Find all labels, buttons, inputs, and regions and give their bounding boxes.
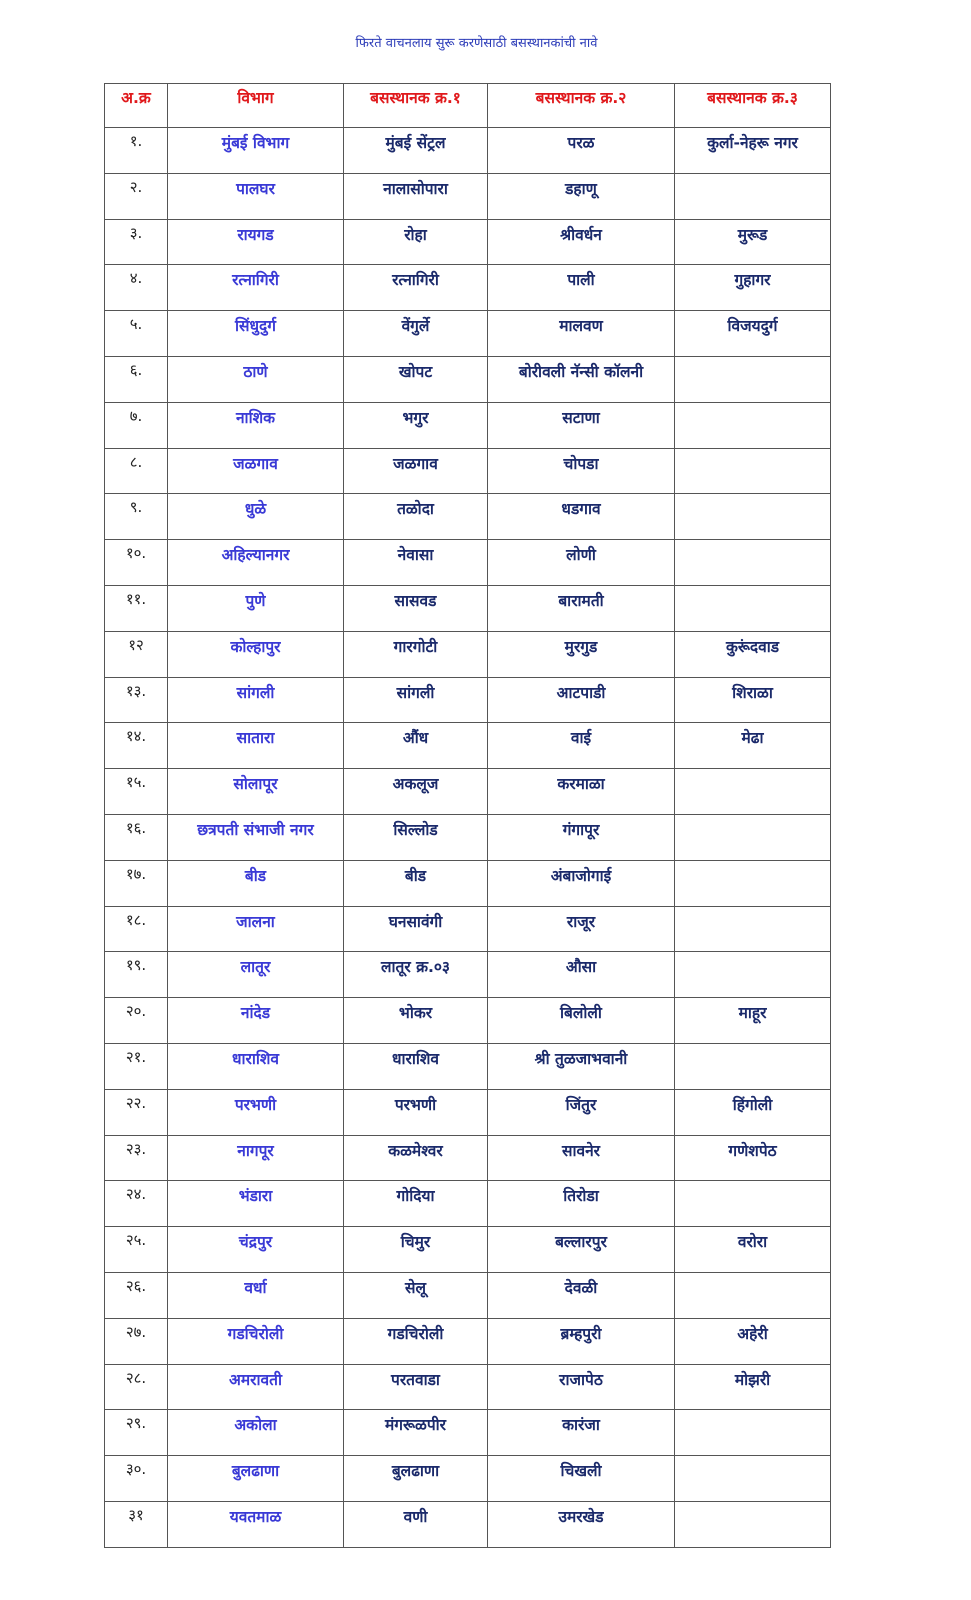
serial-no-cell: १६. xyxy=(105,814,168,860)
bus-station-3-cell xyxy=(675,952,831,998)
serial-no-cell: १५. xyxy=(105,769,168,815)
division-cell: नाशिक xyxy=(168,402,344,448)
table-row xyxy=(105,1227,831,1273)
bus-station-1-cell: जळगाव xyxy=(344,448,488,494)
bus-station-1-cell: रत्नागिरी xyxy=(344,265,488,311)
serial-no-cell: १२ xyxy=(105,631,168,677)
bus-station-1-cell: अकलूज xyxy=(344,769,488,815)
bus-station-2-cell: श्रीवर्धन xyxy=(488,219,675,265)
bus-station-1-cell: रोहा xyxy=(344,219,488,265)
division-cell: पुणे xyxy=(168,585,344,631)
bus-station-1-cell: गोदिया xyxy=(344,1181,488,1227)
bus-station-2-cell: जिंतुर xyxy=(488,1089,675,1135)
bus-station-3-cell: माहूर xyxy=(675,998,831,1044)
division-cell: परभणी xyxy=(168,1089,344,1135)
bus-station-3-cell: मोझरी xyxy=(675,1364,831,1410)
table-row xyxy=(105,402,831,448)
serial-no-cell: २४. xyxy=(105,1181,168,1227)
table-row xyxy=(105,906,831,952)
table-row xyxy=(105,723,831,769)
bus-station-3-cell xyxy=(675,769,831,815)
bus-station-2-cell: बिलोली xyxy=(488,998,675,1044)
bus-station-3-cell: हिंगोली xyxy=(675,1089,831,1135)
division-cell: छत्रपती संभाजी नगर xyxy=(168,814,344,860)
bus-station-2-cell: आटपाडी xyxy=(488,677,675,723)
table-row xyxy=(105,860,831,906)
table-row xyxy=(105,1364,831,1410)
bus-station-1-cell: लातूर क्र.०३ xyxy=(344,952,488,998)
table-row xyxy=(105,540,831,586)
bus-station-3-cell xyxy=(675,1043,831,1089)
bus-station-2-cell: देवळी xyxy=(488,1272,675,1318)
bus-station-2-cell: चोपडा xyxy=(488,448,675,494)
serial-no-cell: ३. xyxy=(105,219,168,265)
bus-station-1-cell: गडचिरोली xyxy=(344,1318,488,1364)
bus-station-3-cell: कुरूंदवाड xyxy=(675,631,831,677)
bus-station-3-cell xyxy=(675,540,831,586)
bus-station-3-cell xyxy=(675,906,831,952)
bus-station-2-cell: अंबाजोगाई xyxy=(488,860,675,906)
bus-station-1-cell: चिमुर xyxy=(344,1227,488,1273)
bus-station-1-cell: बुलढाणा xyxy=(344,1456,488,1502)
bus-station-3-cell xyxy=(675,1501,831,1547)
serial-no-cell: १०. xyxy=(105,540,168,586)
division-cell: यवतमाळ xyxy=(168,1501,344,1547)
bus-station-3-cell xyxy=(675,585,831,631)
table-row xyxy=(105,585,831,631)
serial-no-cell: ४. xyxy=(105,265,168,311)
serial-no-cell: १७. xyxy=(105,860,168,906)
division-cell: सातारा xyxy=(168,723,344,769)
bus-stations-table xyxy=(104,83,831,1548)
division-cell: जळगाव xyxy=(168,448,344,494)
serial-no-cell: २०. xyxy=(105,998,168,1044)
serial-no-cell: २८. xyxy=(105,1364,168,1410)
serial-no-cell: १. xyxy=(105,128,168,174)
table-row xyxy=(105,998,831,1044)
serial-no-cell: १४. xyxy=(105,723,168,769)
bus-station-2-cell: तिरोडा xyxy=(488,1181,675,1227)
division-cell: ठाणे xyxy=(168,356,344,402)
serial-no-cell: २५. xyxy=(105,1227,168,1273)
bus-station-3-cell xyxy=(675,1456,831,1502)
bus-station-1-cell: घनसावंगी xyxy=(344,906,488,952)
bus-station-2-cell: बल्लारपुर xyxy=(488,1227,675,1273)
bus-station-2-cell: परळ xyxy=(488,128,675,174)
bus-station-2-cell: गंगापूर xyxy=(488,814,675,860)
bus-station-2-cell: बोरीवली नॅन्सी कॉलनी xyxy=(488,356,675,402)
table-row xyxy=(105,219,831,265)
serial-no-cell: ६. xyxy=(105,356,168,402)
serial-no-cell: २६. xyxy=(105,1272,168,1318)
table-row xyxy=(105,1272,831,1318)
division-cell: बुलढाणा xyxy=(168,1456,344,1502)
bus-station-3-cell: शिराळा xyxy=(675,677,831,723)
bus-station-3-cell xyxy=(675,814,831,860)
bus-station-1-cell: परभणी xyxy=(344,1089,488,1135)
division-cell: सोलापूर xyxy=(168,769,344,815)
division-cell: कोल्हापुर xyxy=(168,631,344,677)
division-cell: सांगली xyxy=(168,677,344,723)
header-division: विभाग xyxy=(168,84,344,128)
table-row xyxy=(105,494,831,540)
bus-station-1-cell: सांगली xyxy=(344,677,488,723)
bus-station-3-cell xyxy=(675,860,831,906)
bus-station-2-cell: उमरखेड xyxy=(488,1501,675,1547)
bus-station-2-cell: कारंजा xyxy=(488,1410,675,1456)
serial-no-cell: ८. xyxy=(105,448,168,494)
division-cell: भंडारा xyxy=(168,1181,344,1227)
bus-station-2-cell: ब्रम्हपुरी xyxy=(488,1318,675,1364)
serial-no-cell: ३१ xyxy=(105,1501,168,1547)
table-row xyxy=(105,1181,831,1227)
table-row xyxy=(105,173,831,219)
bus-station-2-cell: चिखली xyxy=(488,1456,675,1502)
bus-station-3-cell xyxy=(675,356,831,402)
bus-station-1-cell: सासवड xyxy=(344,585,488,631)
bus-station-1-cell: मंगरूळपीर xyxy=(344,1410,488,1456)
bus-station-1-cell: औंध xyxy=(344,723,488,769)
table-row xyxy=(105,448,831,494)
bus-station-2-cell: वाई xyxy=(488,723,675,769)
serial-no-cell: १८. xyxy=(105,906,168,952)
bus-station-1-cell: बीड xyxy=(344,860,488,906)
bus-station-1-cell: गारगोटी xyxy=(344,631,488,677)
bus-station-3-cell xyxy=(675,1410,831,1456)
division-cell: अहिल्यानगर xyxy=(168,540,344,586)
bus-station-3-cell xyxy=(675,494,831,540)
header-bus-station-1: बसस्थानक क्र.१ xyxy=(344,84,488,128)
bus-station-3-cell xyxy=(675,1272,831,1318)
table-header-row xyxy=(105,84,831,128)
bus-station-3-cell: विजयदुर्ग xyxy=(675,311,831,357)
header-bus-station-2: बसस्थानक क्र.२ xyxy=(488,84,675,128)
bus-station-2-cell: पाली xyxy=(488,265,675,311)
division-cell: धाराशिव xyxy=(168,1043,344,1089)
table-row xyxy=(105,1456,831,1502)
bus-station-2-cell: सटाणा xyxy=(488,402,675,448)
division-cell: रायगड xyxy=(168,219,344,265)
table-row xyxy=(105,1089,831,1135)
table-row xyxy=(105,631,831,677)
division-cell: वर्धा xyxy=(168,1272,344,1318)
table-row xyxy=(105,265,831,311)
serial-no-cell: २३. xyxy=(105,1135,168,1181)
table-row xyxy=(105,814,831,860)
serial-no-cell: २. xyxy=(105,173,168,219)
bus-station-2-cell: धडगाव xyxy=(488,494,675,540)
bus-station-2-cell: लोणी xyxy=(488,540,675,586)
bus-station-1-cell: वेंगुर्ले xyxy=(344,311,488,357)
serial-no-cell: १९. xyxy=(105,952,168,998)
bus-station-3-cell: कुर्ला-नेहरू नगर xyxy=(675,128,831,174)
serial-no-cell: ७. xyxy=(105,402,168,448)
bus-station-3-cell: अहेरी xyxy=(675,1318,831,1364)
bus-station-3-cell xyxy=(675,173,831,219)
bus-station-1-cell: सिल्लोड xyxy=(344,814,488,860)
bus-station-2-cell: बारामती xyxy=(488,585,675,631)
serial-no-cell: ११. xyxy=(105,585,168,631)
bus-station-1-cell: सेलू xyxy=(344,1272,488,1318)
division-cell: अकोला xyxy=(168,1410,344,1456)
bus-station-1-cell: वणी xyxy=(344,1501,488,1547)
bus-station-1-cell: नेवासा xyxy=(344,540,488,586)
serial-no-cell: ९. xyxy=(105,494,168,540)
table-row xyxy=(105,1318,831,1364)
bus-station-2-cell: डहाणू xyxy=(488,173,675,219)
division-cell: अमरावती xyxy=(168,1364,344,1410)
division-cell: चंद्रपुर xyxy=(168,1227,344,1273)
bus-station-3-cell: वरोरा xyxy=(675,1227,831,1273)
bus-station-2-cell: करमाळा xyxy=(488,769,675,815)
bus-station-3-cell: गुहागर xyxy=(675,265,831,311)
division-cell: मुंबई विभाग xyxy=(168,128,344,174)
bus-station-2-cell: मुरगुड xyxy=(488,631,675,677)
bus-station-3-cell: मुरूड xyxy=(675,219,831,265)
bus-station-3-cell xyxy=(675,402,831,448)
bus-station-2-cell: मालवण xyxy=(488,311,675,357)
division-cell: पालघर xyxy=(168,173,344,219)
bus-station-1-cell: भोकर xyxy=(344,998,488,1044)
bus-station-2-cell: राजूर xyxy=(488,906,675,952)
table-row xyxy=(105,1135,831,1181)
table-row xyxy=(105,1501,831,1547)
document-title: फिरते वाचनलाय सुरू करणेसाठी बसस्थानकांची नावे xyxy=(355,36,598,51)
serial-no-cell: २७. xyxy=(105,1318,168,1364)
bus-station-1-cell: तळोदा xyxy=(344,494,488,540)
division-cell: सिंधुदुर्ग xyxy=(168,311,344,357)
bus-station-1-cell: भगुर xyxy=(344,402,488,448)
bus-station-3-cell xyxy=(675,1181,831,1227)
bus-station-1-cell: धाराशिव xyxy=(344,1043,488,1089)
table-row xyxy=(105,952,831,998)
serial-no-cell: ३०. xyxy=(105,1456,168,1502)
bus-station-2-cell: राजापेठ xyxy=(488,1364,675,1410)
bus-station-3-cell xyxy=(675,448,831,494)
table-row xyxy=(105,769,831,815)
table-row xyxy=(105,128,831,174)
bus-station-2-cell: औसा xyxy=(488,952,675,998)
bus-station-1-cell: कळमेश्वर xyxy=(344,1135,488,1181)
division-cell: धुळे xyxy=(168,494,344,540)
table-row xyxy=(105,356,831,402)
header-serial-no: अ.क्र xyxy=(105,84,168,128)
bus-station-2-cell: सावनेर xyxy=(488,1135,675,1181)
table-row xyxy=(105,311,831,357)
division-cell: बीड xyxy=(168,860,344,906)
division-cell: रत्नागिरी xyxy=(168,265,344,311)
serial-no-cell: २१. xyxy=(105,1043,168,1089)
table-row xyxy=(105,1410,831,1456)
bus-station-1-cell: मुंबई सेंट्रल xyxy=(344,128,488,174)
division-cell: जालना xyxy=(168,906,344,952)
bus-station-1-cell: नालासोपारा xyxy=(344,173,488,219)
bus-station-1-cell: खोपट xyxy=(344,356,488,402)
serial-no-cell: २२. xyxy=(105,1089,168,1135)
division-cell: गडचिरोली xyxy=(168,1318,344,1364)
header-bus-station-3: बसस्थानक क्र.३ xyxy=(675,84,831,128)
bus-station-1-cell: परतवाडा xyxy=(344,1364,488,1410)
table-row xyxy=(105,1043,831,1089)
table-row xyxy=(105,677,831,723)
division-cell: नांदेड xyxy=(168,998,344,1044)
bus-station-3-cell: गणेशपेठ xyxy=(675,1135,831,1181)
serial-no-cell: २९. xyxy=(105,1410,168,1456)
bus-station-2-cell: श्री तुळजाभवानी xyxy=(488,1043,675,1089)
serial-no-cell: १३. xyxy=(105,677,168,723)
division-cell: लातूर xyxy=(168,952,344,998)
serial-no-cell: ५. xyxy=(105,311,168,357)
bus-station-3-cell: मेढा xyxy=(675,723,831,769)
division-cell: नागपूर xyxy=(168,1135,344,1181)
